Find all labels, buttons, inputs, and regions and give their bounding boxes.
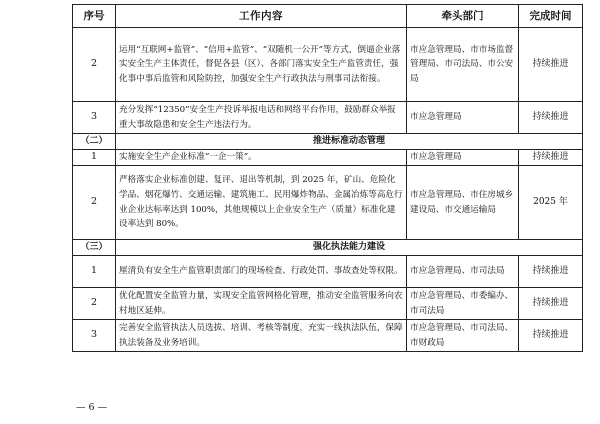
section-row — [73, 240, 583, 256]
table-row — [73, 102, 583, 134]
header-no: 序号 — [73, 5, 116, 28]
table-row — [73, 166, 583, 240]
task-table — [72, 4, 583, 352]
row-no: 1 — [73, 256, 116, 288]
row-dept: 市应急管理局、市司法局 — [407, 256, 519, 288]
row-no: 2 — [73, 28, 116, 102]
row-content: 运用“互联网+监管”、“信用+监管”、“双随机一公开”等方式，倒逼企业落实安全生产主体责任，督促各县（区）、各部门落实安全生产监管责任，强化事中事后监管和风险防控，加强安全生产行政执法与刑事司法衔接。 — [116, 28, 407, 102]
row-time: 持续推进 — [519, 28, 583, 102]
row-time: 持续推进 — [519, 150, 583, 166]
header-content: 工作内容 — [116, 5, 407, 28]
row-content: 完善安全监管执法人员选拔、培训、考核等制度，充实一线执法队伍，保障执法装备及业务培训。 — [116, 320, 407, 352]
table-row — [73, 28, 583, 102]
row-content: 优化配置安全监管力量，实现安全监管网格化管理，推动安全监管服务向农村地区延伸。 — [116, 288, 407, 320]
row-no: 3 — [73, 102, 116, 134]
section-no: （二） — [73, 134, 116, 150]
row-dept: 市应急管理局、市市场监督管理局、市司法局、市公安局 — [407, 28, 519, 102]
row-no: 2 — [73, 166, 116, 240]
table-row — [73, 150, 583, 166]
row-dept: 市应急管理局、市委编办、市司法局 — [407, 288, 519, 320]
row-dept: 市应急管理局、市司法局、市财政局 — [407, 320, 519, 352]
section-title: 推进标准动态管理 — [116, 134, 583, 150]
page-number: — 6 — — [76, 402, 108, 413]
table-row — [73, 320, 583, 352]
row-content: 实施安全生产企业标准“一企一策”。 — [116, 150, 407, 166]
header-row — [73, 5, 583, 28]
row-content: 厘清负有安全生产监管职责部门的现场检查、行政处罚、事故查处等权限。 — [116, 256, 407, 288]
row-content: 充分发挥“12350”安全生产投诉举报电话和网络平台作用，鼓励群众举报重大事故隐患和安全生产违法行为。 — [116, 102, 407, 134]
row-content: 严格落实企业标准创建、复评、退出等机制，到 2025 年，矿山、危险化学品、烟花爆竹、交通运输、建筑施工、民用爆炸物品、金属冶炼等高危行业企业达标率达到 100%，其他规模以上企业安全生产（质量）标准化建设率达到 80%。 — [116, 166, 407, 240]
table-row — [73, 288, 583, 320]
row-no: 1 — [73, 150, 116, 166]
header-dept: 牵头部门 — [407, 5, 519, 28]
section-no: （三） — [73, 240, 116, 256]
header-time: 完成时间 — [519, 5, 583, 28]
row-time: 持续推进 — [519, 256, 583, 288]
row-dept: 市应急管理局 — [407, 150, 519, 166]
row-time: 持续推进 — [519, 320, 583, 352]
row-dept: 市应急管理局 — [407, 102, 519, 134]
section-row — [73, 134, 583, 150]
row-dept: 市应急管理局、市住房城乡建设局、市交通运输局 — [407, 166, 519, 240]
row-no: 3 — [73, 320, 116, 352]
table-row — [73, 256, 583, 288]
section-title: 强化执法能力建设 — [116, 240, 583, 256]
row-time: 2025 年 — [519, 166, 583, 240]
row-no: 2 — [73, 288, 116, 320]
row-time: 持续推进 — [519, 288, 583, 320]
row-time: 持续推进 — [519, 102, 583, 134]
